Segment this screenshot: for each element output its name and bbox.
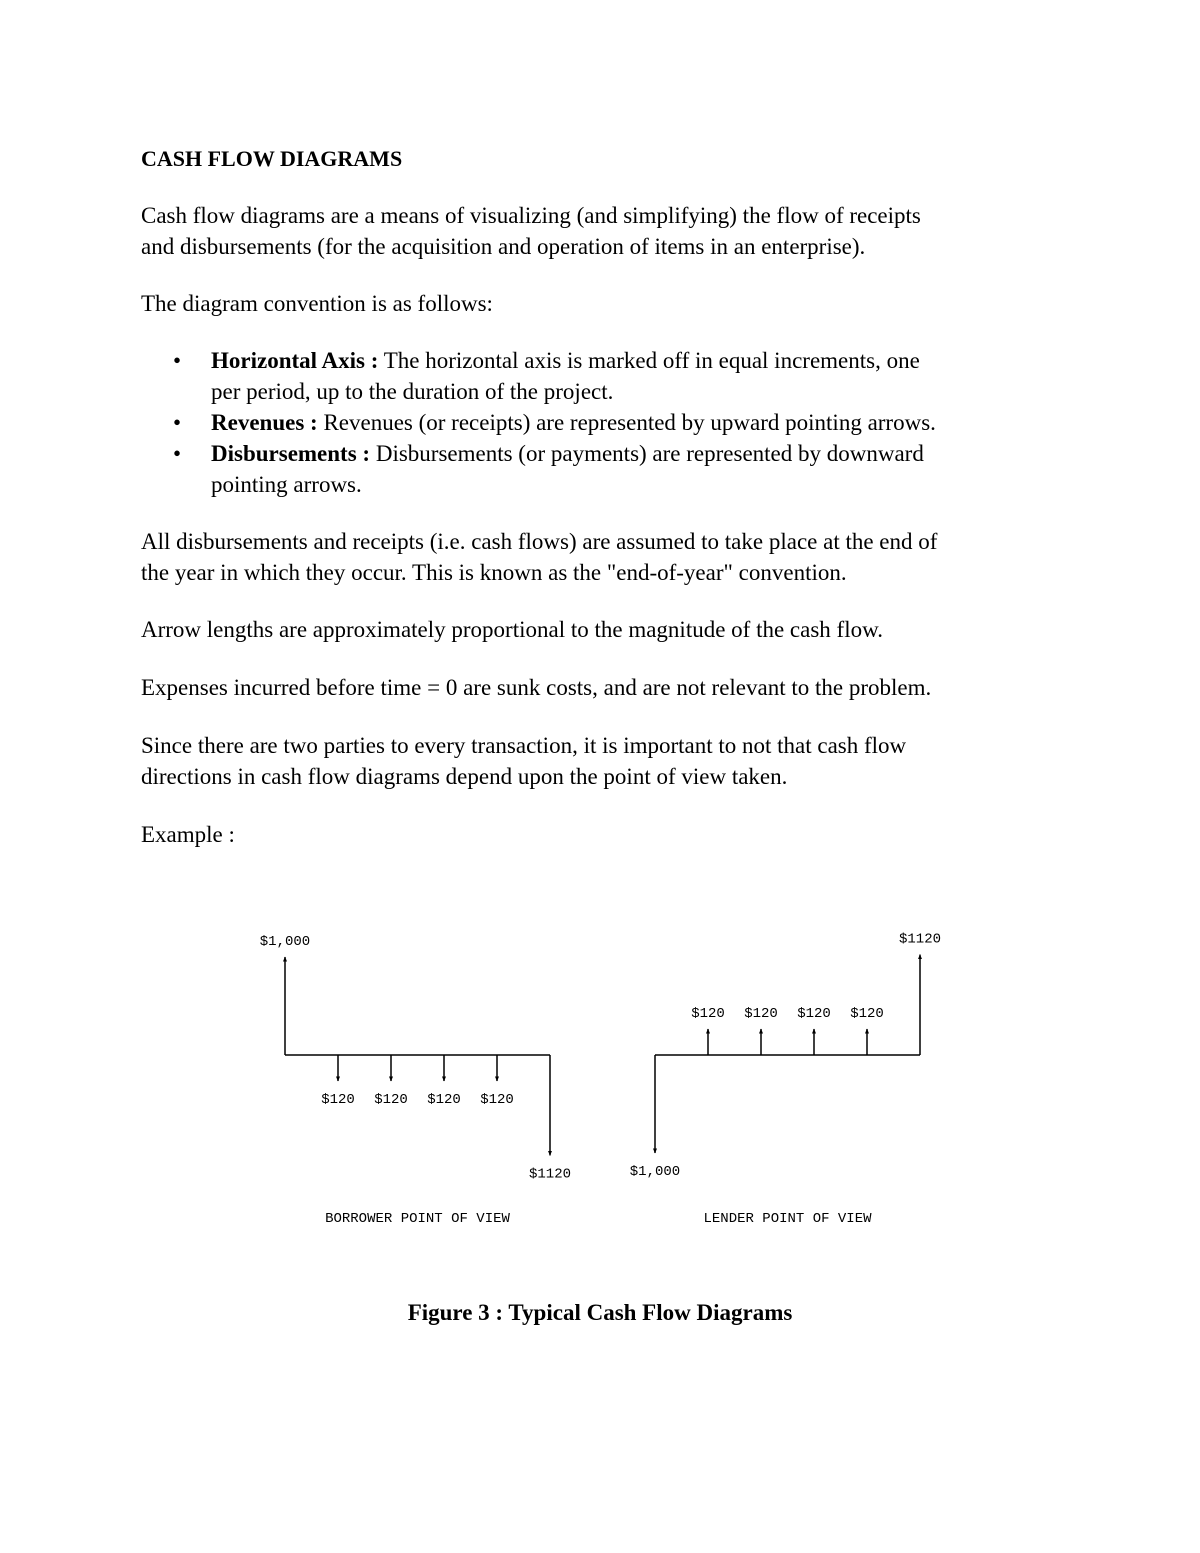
bullet-text: The horizontal axis is marked off in equal increments, one	[378, 348, 920, 373]
bullet-icon: •	[173, 348, 182, 373]
bullet-term: Horizontal Axis :	[211, 348, 379, 373]
bullet-term: Disbursements :	[211, 441, 371, 466]
lender-flow-label-3: $120	[797, 1006, 831, 1022]
sunk-paragraph: Expenses incurred before time = 0 are sunk costs, and are not relevant to the problem.	[141, 675, 932, 700]
eoy-line-1: All disbursements and receipts (i.e. cash flows) are assumed to take place at the end of	[141, 529, 938, 554]
figure-caption: Figure 3 : Typical Cash Flow Diagrams	[407, 1300, 793, 1325]
borrower-flow-label-5: $1120	[528, 1166, 572, 1183]
page-title: CASH FLOW DIAGRAMS	[141, 146, 403, 171]
borrower-flow-label-4: $120	[480, 1092, 514, 1108]
borrower-flow-label-3: $120	[427, 1092, 461, 1108]
borrower-diagram-title: BORROWER POINT OF VIEW	[325, 1211, 510, 1227]
borrower-diagram	[260, 934, 571, 1227]
lender-flow-label-0: $1,000	[629, 1164, 681, 1180]
example-label: Example :	[141, 822, 235, 847]
borrower-flow-label-0: $1,000	[259, 934, 311, 950]
lender-flow-label-2: $120	[744, 1006, 778, 1022]
bullet-text-cont: pointing arrows.	[211, 472, 362, 497]
lender-flow-label-4: $120	[850, 1006, 884, 1022]
intro-line-2: and disbursements (for the acquisition and operation of items in an enterprise).	[141, 234, 866, 259]
convention-intro: The diagram convention is as follows:	[141, 291, 493, 316]
bullet-text: Disbursements (or payments) are represented by downward	[370, 441, 924, 466]
parties-line-1: Since there are two parties to every transaction, it is important to not that cash flow	[141, 733, 907, 758]
bullet-text-cont: per period, up to the duration of the project.	[211, 379, 614, 404]
lender-flow-label-1: $120	[691, 1006, 725, 1022]
bullet-term: Revenues :	[211, 410, 318, 435]
intro-line-1: Cash flow diagrams are a means of visualizing (and simplifying) the flow of receipts	[141, 203, 921, 228]
parties-line-2: directions in cash flow diagrams depend upon the point of view taken.	[141, 764, 788, 789]
eoy-line-2: the year in which they occur. This is known as the "end-of-year" convention.	[141, 560, 847, 585]
bullet-icon: •	[173, 441, 182, 466]
lender-diagram-title: LENDER POINT OF VIEW	[703, 1211, 872, 1227]
arrow-paragraph: Arrow lengths are approximately proportional to the magnitude of the cash flow.	[141, 617, 883, 642]
lender-flow-label-5: $1120	[898, 931, 942, 948]
lender-diagram	[630, 932, 941, 1227]
borrower-flow-label-2: $120	[374, 1092, 408, 1108]
bullet-icon: •	[173, 410, 182, 435]
borrower-flow-label-1: $120	[321, 1092, 355, 1108]
bullet-text: Revenues (or receipts) are represented by upward pointing arrows.	[317, 410, 936, 435]
